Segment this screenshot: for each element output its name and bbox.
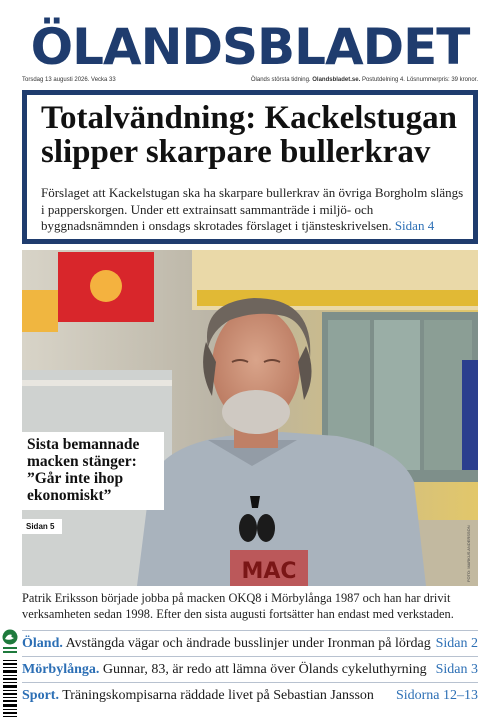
photo-story-body: Patrik Eriksson började jobba på macken OKQ8 i Mörbylånga 1987 och han har drivit verksamheten sedan 1998. Efter den sista augusti fortsätter han endast med verkstaden. bbox=[22, 591, 454, 621]
teaser-text: Gunnar, 83, är redo att lämna över Ölands cykeluthyrning bbox=[102, 662, 427, 677]
teaser-page-ref[interactable]: Sidorna 12–13 bbox=[395, 688, 478, 703]
teaser-item-oland[interactable] bbox=[22, 630, 478, 656]
issue-info: Ölands största tidning. Olandsbladet.se. Postutdelning 4. Lösnummerpris: 39 kronor. bbox=[250, 77, 478, 83]
teaser-section: Mörbylånga. bbox=[22, 662, 100, 677]
issue-date: Torsdag 13 augusti 2026. Vecka 33 bbox=[22, 77, 116, 83]
ecolabel-swan-icon bbox=[2, 628, 18, 654]
barcode-icon bbox=[2, 658, 18, 720]
teaser-text: Träningskompisarna räddade livet på Sebastian Jansson bbox=[62, 688, 374, 703]
teaser-list bbox=[22, 630, 478, 708]
teaser-section: Sport. bbox=[22, 688, 59, 703]
lead-headline[interactable]: Totalvändning: Kackelstugan slipper skarpare bullerkrav bbox=[41, 100, 457, 170]
lead-story-box[interactable] bbox=[22, 90, 478, 244]
photo-credit: FOTO: MARKUS ANDERSSON bbox=[466, 525, 471, 582]
dateline bbox=[22, 76, 478, 86]
site-link[interactable]: Olandsbladet.se. bbox=[312, 77, 361, 83]
cover-photo[interactable] bbox=[22, 250, 478, 586]
masthead-logo: ÖLANDSBLADET bbox=[30, 18, 470, 76]
portrait-illustration bbox=[22, 250, 478, 586]
lead-page-ref[interactable]: Sidan 4 bbox=[394, 218, 435, 233]
teaser-section: Öland. bbox=[22, 636, 63, 651]
teaser-text: Avstängda vägar och ändrade busslinjer under Ironman på lördag bbox=[65, 636, 431, 651]
photo-story-headline[interactable]: Sista bemannade macken stänger: ”Går inte ihop ekonomiskt” bbox=[22, 432, 164, 510]
teaser-item-sport[interactable] bbox=[22, 682, 478, 708]
teaser-item-morbylanga[interactable] bbox=[22, 656, 478, 682]
photo-story-page-ref[interactable]: Sidan 5 bbox=[22, 519, 62, 534]
lead-body: Förslaget att Kackelstugan ska ha skarpare bullerkrav än övriga Borgholm slängs i papperskorgen. Under ett extrainsatt sammanträde i miljö- och byggnadsnämnden i onsdags skrotades förslaget i tjänsteskrivelsen. Sidan 4 bbox=[41, 185, 464, 233]
shirt-print: MAC bbox=[241, 559, 297, 584]
teaser-page-ref[interactable]: Sidan 2 bbox=[435, 636, 478, 651]
teaser-page-ref[interactable]: Sidan 3 bbox=[435, 662, 478, 677]
